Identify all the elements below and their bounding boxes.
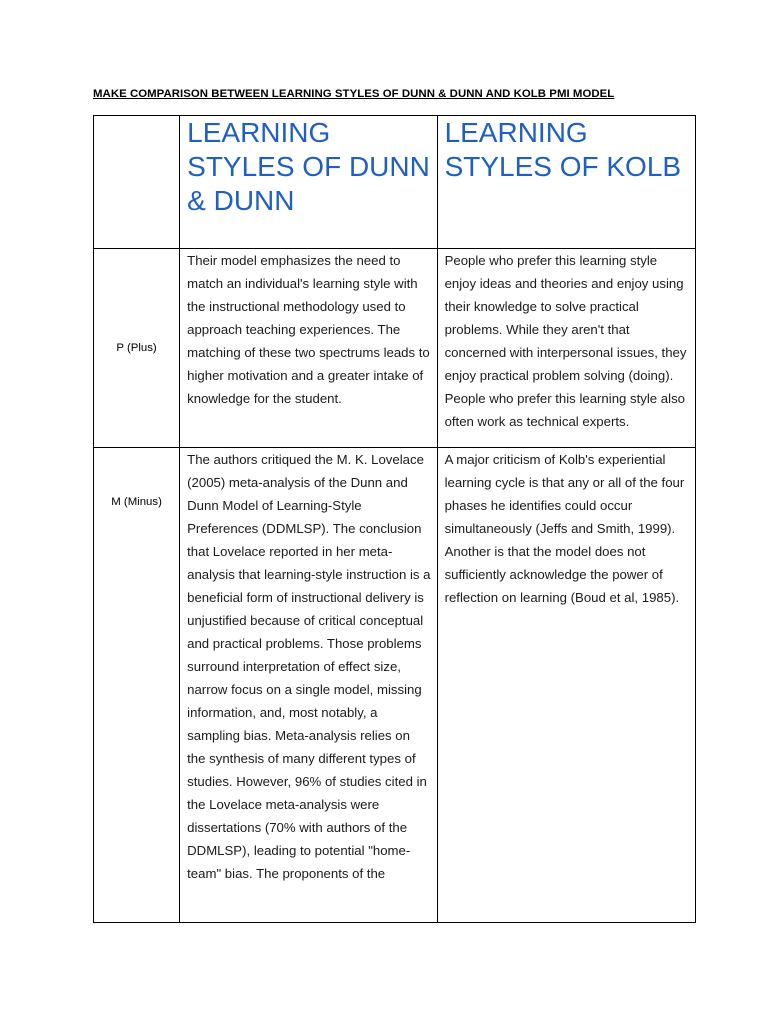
row-label-minus: M (Minus) (111, 496, 162, 508)
cell-minus-kolb (437, 448, 695, 923)
text-plus-dunn: Their model emphasizes the need to match an individual's learning style with the instructional methodology used to approach teaching experiences. The matching of these two spectrums leads to higher motivation and a greater intake of knowledge for the student. (187, 253, 430, 406)
header-label-cell (94, 116, 180, 249)
table-row-minus (94, 448, 696, 923)
table-row-plus (94, 249, 696, 448)
header-dunn-cell (180, 116, 437, 249)
pmi-comparison-table (93, 115, 696, 923)
header-kolb: LEARNING STYLES OF KOLB (444, 117, 682, 182)
header-dunn: LEARNING STYLES OF DUNN & DUNN (187, 117, 430, 216)
text-plus-kolb: People who prefer this learning style enjoy ideas and theories and enjoy using their knowledge to solve practical problems. While they aren't that concerned with interpersonal issues, they enjoy practical problem solving (doing). People who prefer this learning style also often work as technical experts. (444, 253, 687, 429)
cell-plus-kolb (437, 249, 695, 448)
text-minus-kolb: A major criticism of Kolb's experiential learning cycle is that any or all of the four phases he identifies could occur simultaneously (Jeffs and Smith, 1999). Another is that the model does not sufficiently acknowledge the power of reflection on learning (Boud et al, 1985). (444, 452, 685, 605)
cell-plus-dunn (180, 249, 437, 448)
header-kolb-cell (437, 116, 695, 249)
table-header-row (94, 116, 696, 249)
row-label-cell-plus (94, 249, 180, 448)
row-label-plus: P (Plus) (116, 342, 157, 354)
row-label-cell-minus (94, 448, 180, 923)
document-title: MAKE COMPARISON BETWEEN LEARNING STYLES OF DUNN & DUNN AND KOLB PMI MODEL (93, 88, 615, 100)
cell-minus-dunn (180, 448, 437, 923)
text-minus-dunn: The authors critiqued the M. K. Lovelace (2005) meta-analysis of the Dunn and Dunn Model of Learning-Style Preferences (DDMLSP). The conclusion that Lovelace reported in her meta-analysis that learning-style instruction is a beneficial form of instructional delivery is unjustified because of critical conceptual and practical problems. Those problems surround interpretation of effect size, narrow focus on a single model, missing information, and, most notably, a sampling bias. Meta-analysis relies on the synthesis of many different types of studies. However, 96% of studies cited in the Lovelace meta-analysis were dissertations (70% with authors of the DDMLSP), leading to potential "home-team" bias. The proponents of the (187, 452, 431, 881)
